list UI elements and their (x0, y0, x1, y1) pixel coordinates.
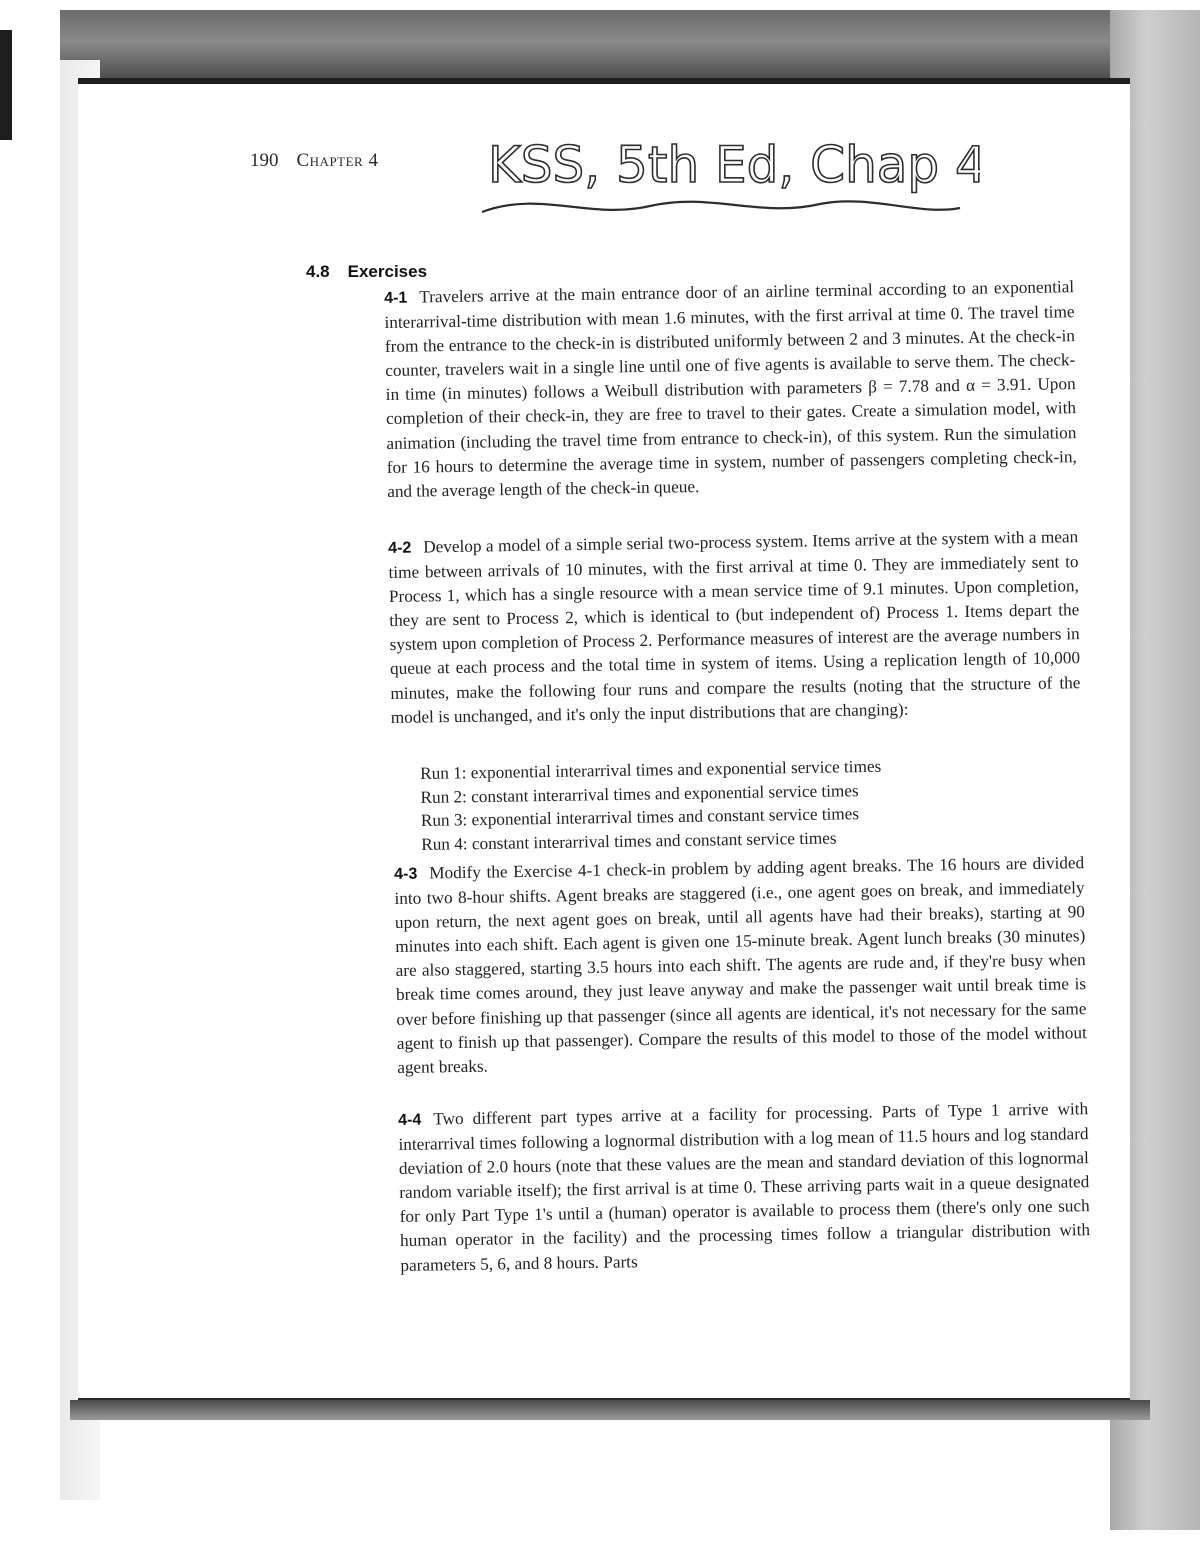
handwritten-underline (482, 201, 960, 212)
handwritten-note-text: KSS, 5th Ed, Chap 4 (488, 136, 980, 194)
handwritten-note (480, 120, 980, 235)
exercise-4-4 (398, 1097, 1091, 1277)
exercise-text: Modify the Exercise 4-1 check-in problem by adding agent breaks. The 16 hours are divided into two 8-hour shifts. Agent breaks are staggered (i.e., one agent goes on break, and immediately upon return, the next agent goes on break, until all agents have had their breaks), starting at 90 minutes into each shift. Each agent is given one 15-minute break. Agent lunch breaks (30 minutes) are also staggered, starting 3.5 hours into each shift. The agents are rude and, if they're busy when break time comes around, they just leave anyway and make the passenger wait until break time is over before finishing up that passenger (since all agents are identical, it's not necessary for the same agent to finish up that passenger). Compare the results of this model to those of the model without agent breaks. (394, 853, 1087, 1077)
exercise-text: Travelers arrive at the main entrance door of an airline terminal according to an exponential interarrival-time distribution with mean 1.6 minutes, with the first arrival at time 0. The travel time from the entrance to the check-in is distributed uniformly between 2 and 3 minutes. At the check-in counter, travelers wait in a single line until one of five agents is available to serve them. The check-in time (in minutes) follows a Weibull distribution with parameters β = 7.78 and α = 3.91. Upon completion of their check-in, they are free to travel to their gates. Create a simulation model, with animation (including the travel time from entrance to check-in), of this system. Run the simulation for 16 hours to determine the average time in system, number of passengers completing check-in, and the average length of the check-in queue. (384, 277, 1077, 501)
exercise-number: 4-3 (394, 865, 418, 883)
run-item: Run 2: constant interarrival times and exponential service times (420, 780, 859, 807)
run-item: Run 4: constant interarrival times and constant service times (421, 827, 837, 854)
exercise-4-2 (388, 525, 1081, 730)
page-number: 190 (250, 150, 279, 171)
section-heading (306, 262, 427, 282)
exercise-number: 4-1 (384, 289, 408, 307)
exercise-4-1 (384, 275, 1077, 504)
running-head (250, 150, 378, 172)
run-item: Run 1: exponential interarrival times and exponential service times (420, 756, 882, 783)
exercise-text: Two different part types arrive at a facility for processing. Parts of Type 1 arrive with interarrival times following a lognormal distribution with a log mean of 11.5 hours and log standard deviation of 2.0 hours (note that these values are the mean and standard deviation of this lognormal random variable itself); the first arrival is at time 0. These arriving parts wait in a queue designated for only Part Type 1's until a (human) operator is available to process them (there's only one such human operator in the facility) and the processing times follow a triangular distribution with parameters 5, 6, and 8 hours. Parts (398, 1099, 1091, 1275)
exercise-number: 4-2 (388, 539, 412, 557)
scan-left-edge (0, 30, 12, 140)
exercise-4-3 (394, 851, 1087, 1080)
exercise-number: 4-4 (398, 1111, 422, 1129)
exercise-text: Develop a model of a simple serial two-process system. Items arrive at the system with a mean time between arrivals of 10 minutes, with the first arrival at time 0. They are immediately sent to Process 1, which has a single resource with a mean service time of 9.1 minutes. Upon completion, they are sent to Process 2, which is identical to (but independent of) Process 1. Items depart the system upon completion of Process 2. Performance measures of interest are the average numbers in queue at each process and the total time in system of items. Using a replication length of 10,000 minutes, make the following four runs and compare the results (noting that the structure of the model is unchanged, and it's only the input distributions that are changing): (388, 527, 1081, 727)
section-number: 4.8 (306, 262, 330, 281)
handwritten-note-drawing (480, 120, 980, 230)
scan-bottom-shadow (70, 1400, 1150, 1420)
chapter-label: Chapter 4 (296, 150, 379, 171)
run-list (420, 753, 981, 856)
section-title: Exercises (347, 262, 428, 281)
run-item: Run 3: exponential interarrival times and constant service times (420, 804, 860, 830)
